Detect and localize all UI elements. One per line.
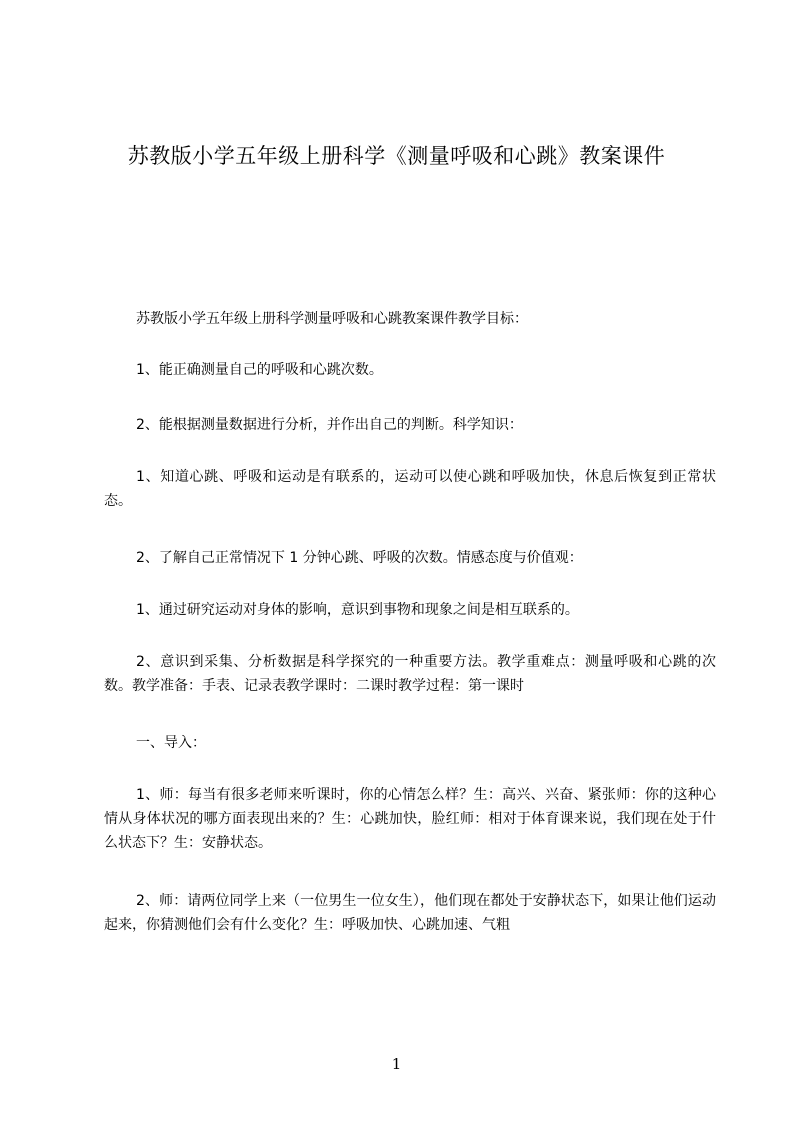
document-title: 苏教版小学五年级上册科学《测量呼吸和心跳》教案课件 xyxy=(127,144,666,168)
section-heading-intro: 一、导入： xyxy=(136,735,206,751)
page-number: 1 xyxy=(391,1055,402,1073)
paragraph-attitude-1: 1、通过研究运动对身体的影响，意识到事物和现象之间是相互联系的。 xyxy=(136,602,579,618)
paragraph-goal-1: 1、能正确测量自己的呼吸和心跳次数。 xyxy=(136,362,383,378)
paragraph-step-2: 2、师：请两位同学上来（一位男生一位女生），他们现在都处于安静状态下，如果让他们运动起来，你猜测他们会有什么变化？生：呼吸加快、心跳加速、气粗 xyxy=(104,893,716,933)
paragraph-intro: 苏教版小学五年级上册科学测量呼吸和心跳教案课件教学目标： xyxy=(136,311,528,327)
paragraph-step-1: 1、师：每当有很多老师来听课时，你的心情怎么样？生：高兴、兴奋、紧张师：你的这种心情从身体状况的哪方面表现出来的？生：心跳加快，脸红师：相对于体育课来说，我们现在处于什么状态下？生：安静状态。 xyxy=(104,787,716,851)
paragraph-knowledge-1: 1、知道心跳、呼吸和运动是有联系的，运动可以使心跳和呼吸加快，休息后恢复到正常状态。 xyxy=(104,469,716,509)
paragraph-attitude-2: 2、意识到采集、分析数据是科学探究的一种重要方法。教学重难点：测量呼吸和心跳的次数。教学准备：手表、记录表教学课时：二课时教学过程：第一课时 xyxy=(104,654,716,694)
paragraph-goal-2: 2、能根据测量数据进行分析，并作出自己的判断。科学知识： xyxy=(136,417,523,433)
paragraph-knowledge-2: 2、了解自己正常情况下 1 分钟心跳、呼吸的次数。情感态度与价值观： xyxy=(136,550,583,566)
